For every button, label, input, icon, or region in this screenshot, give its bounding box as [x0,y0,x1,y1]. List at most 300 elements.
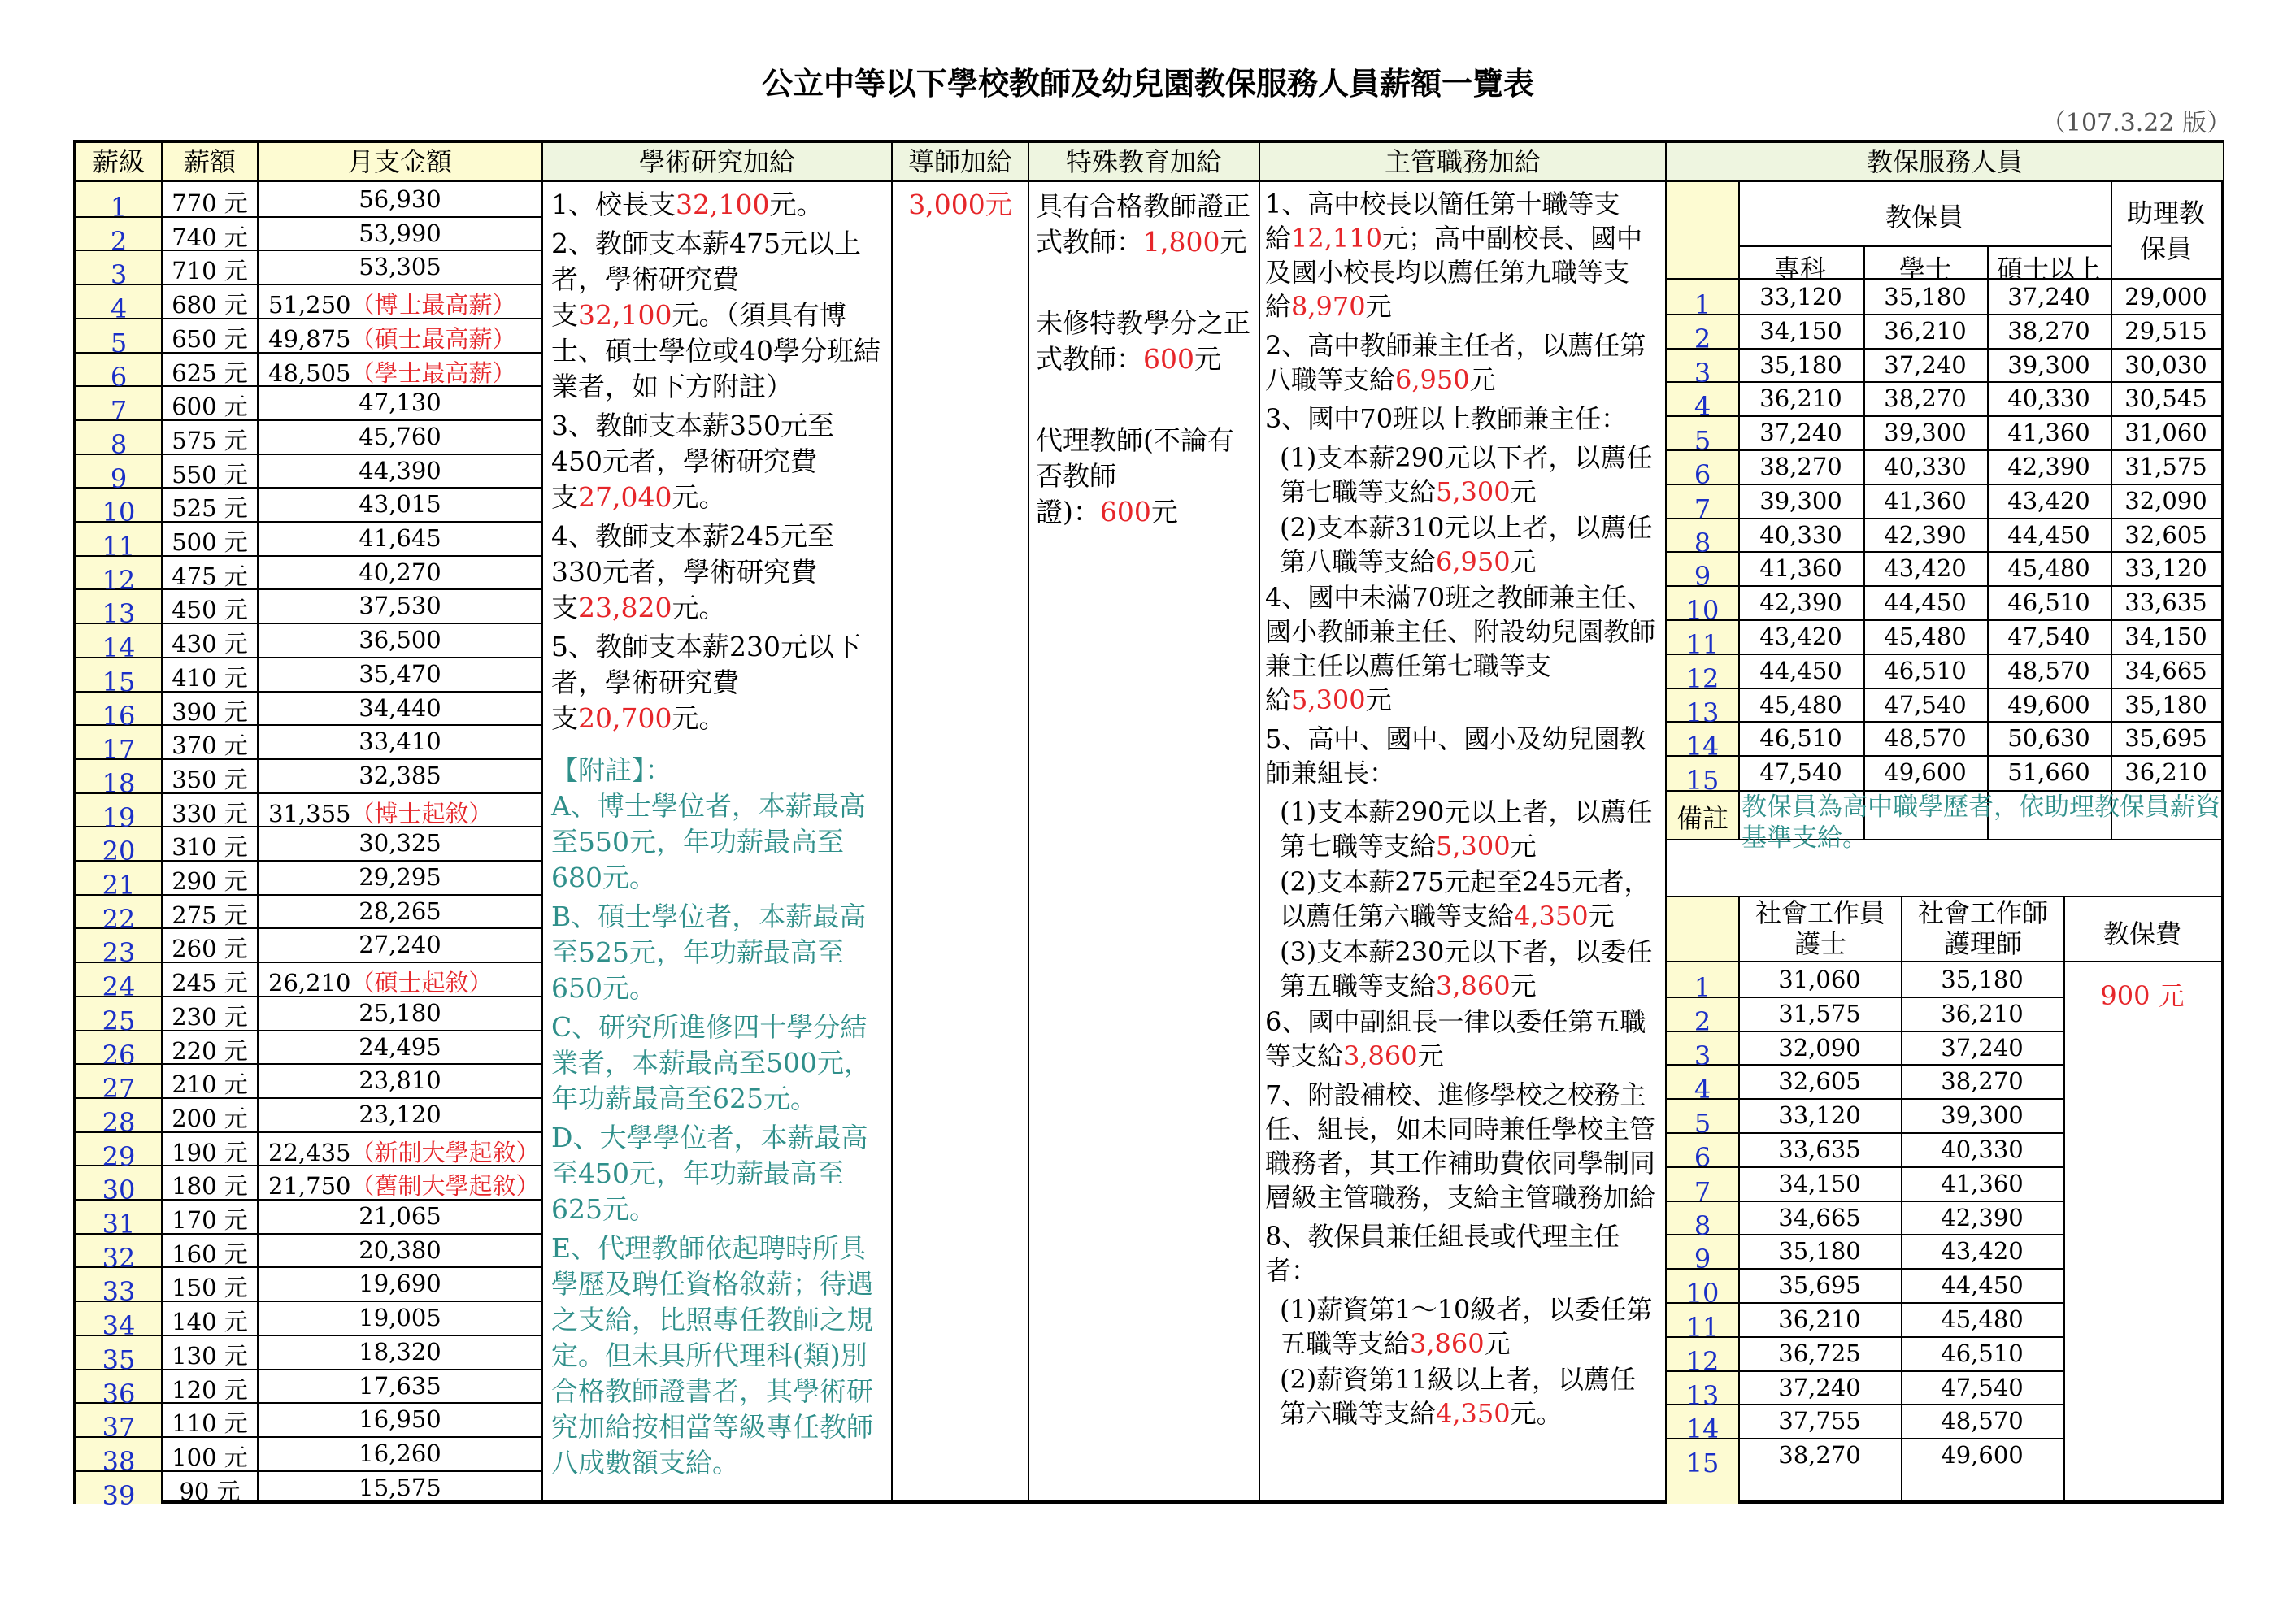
preschool-value: 33,120 [2124,554,2207,583]
salary-grade: 19 [102,801,136,833]
preschool-value: 36,210 [2124,758,2207,787]
social-value: 43,420 [1941,1237,2024,1266]
preschool-value: 44,450 [1759,656,1842,684]
social-grade: 10 [1685,1278,1720,1309]
salary-points: 130 元 [172,1341,248,1370]
salary-amount: 31,355 [268,799,351,827]
preschool-value: 40,330 [1759,520,1842,549]
preschool-value: 35,180 [2124,690,2207,719]
preschool-value: 44,450 [2007,520,2090,549]
preschool-value: 45,480 [1759,690,1842,719]
salary-grade: 10 [102,497,136,528]
salary-points: 190 元 [172,1138,248,1166]
header-special: 特殊教育加給 [1029,143,1259,180]
preschool-grade: 3 [1694,357,1711,389]
social-value: 35,180 [1941,966,2024,993]
salary-amount-cell [259,355,541,389]
salary-points: 310 元 [172,833,248,862]
salary-amount: 20,380 [359,1235,441,1264]
salary-note: （新制大學起敘） [350,1138,540,1166]
row-divider [1667,688,2221,689]
research-note: D、大學學位者，本薪最高至450元，年功薪最高至625元。 [551,1122,868,1225]
salary-grade: 34 [102,1310,136,1342]
salary-amount: 40,270 [359,558,441,586]
special-item-suffix: 元 [1194,343,1221,375]
salary-amount: 22,435 [268,1138,351,1166]
row-divider [1667,518,2221,519]
salary-points: 350 元 [172,765,248,793]
educator-header: 教保員 [1885,202,1963,232]
salary-amount: 35,470 [359,659,441,688]
social-value: 33,120 [1778,1101,1861,1130]
salary-amount: 17,635 [359,1371,441,1400]
supervisor-item-text: 6、國中副組長一律以委任第五職等支給 [1265,1006,1646,1071]
supervisor-item-text: 元 [1510,831,1537,862]
salary-amount: 36,500 [359,626,441,654]
social-value: 36,210 [1778,1305,1861,1333]
salary-points: 200 元 [172,1104,248,1132]
salary-amount: 51,250 [268,291,351,319]
supervisor-item [1265,722,1662,790]
supervisor-item [1265,795,1662,863]
salary-points: 410 元 [172,663,248,692]
salary-note: （舊制大學起敘） [350,1172,540,1201]
row-divider [1667,619,2221,621]
supervisor-item-amount: 8,970 [1291,291,1366,322]
salary-note: （博士最高薪） [350,291,516,319]
remark-label: 備註 [1676,803,1729,834]
salary-amount: 26,210 [268,969,351,997]
salary-amount-cell [259,1135,541,1168]
salary-table [73,140,2224,1511]
preschool-value: 46,510 [1884,656,1967,684]
salary-grade: 35 [102,1344,136,1375]
research-notes-title: 【附註】： [551,754,672,786]
research-item-text: 5、教師支本薪230元以下者，學術研究費支 [551,631,861,734]
preschool-value: 46,510 [2007,588,2090,617]
remark-text: 教保員為高中職學歷者，依助理教保員薪資基準支給。 [1742,792,2220,853]
supervisor-item-text: 元 [1417,1040,1444,1071]
preschool-value: 39,300 [1884,419,1967,447]
salary-grade: 21 [102,870,136,901]
preschool-value: 31,575 [2124,453,2207,480]
salary-grade: 14 [102,632,136,664]
social-value: 38,270 [1778,1441,1861,1470]
research-item-suffix: 元。 [672,592,726,623]
supervisor-item-amount: 3,860 [1410,1328,1485,1359]
salary-points: 625 元 [172,358,248,387]
preschool-value: 41,360 [2007,419,2090,447]
social-value: 35,695 [1778,1271,1861,1300]
supervisor-item [1265,865,1662,933]
supervisor-item-text: (2)薪資第11級以上者，以薦任第六職等支給 [1280,1364,1637,1429]
research-item-amount: 32,100 [578,299,672,331]
preschool-value: 39,300 [2007,350,2090,379]
social-grade: 2 [1694,1005,1711,1037]
salary-points: 370 元 [172,732,248,760]
social-grade: 14 [1685,1413,1720,1445]
fee-header: 教保費 [2102,918,2181,949]
research-item-suffix: 元。（須具有博士、碩士學位或40學分班結業者，如下方附註） [551,299,881,402]
supervisor-item [1265,1005,1662,1073]
salary-grade: 29 [102,1140,136,1172]
supervisor-item [1265,187,1662,323]
preschool-value: 33,120 [1759,283,1842,310]
row-divider [1667,585,2221,587]
preschool-subheader: 碩士以上 [1996,254,2101,284]
salary-grade: 2 [110,225,128,257]
supervisor-item-amount: 6,950 [1395,364,1470,395]
preschool-value: 30,545 [2124,384,2207,413]
salary-amount: 47,130 [359,389,441,417]
salary-grade: 6 [110,361,128,393]
supervisor-item [1265,328,1662,397]
social-grade: 9 [1694,1244,1711,1275]
salary-grade: 28 [102,1106,136,1138]
salary-points: 180 元 [172,1172,248,1201]
salary-points: 140 元 [172,1308,248,1336]
salary-amount: 37,530 [359,592,441,620]
salary-grade: 13 [102,598,136,630]
social-value: 45,480 [1941,1305,2024,1333]
preschool-subheader: 學士 [1898,254,1951,284]
special-item [1036,189,1254,260]
salary-points: 220 元 [172,1036,248,1065]
salary-grade: 12 [102,564,136,596]
research-item-suffix: 元。 [672,481,726,513]
social-value: 32,605 [1778,1067,1861,1096]
salary-note: （碩士最高薪） [350,324,516,353]
salary-grade: 22 [102,903,136,935]
salary-grade: 16 [102,700,136,732]
preschool-value: 43,420 [2007,486,2090,515]
preschool-value: 47,540 [2007,623,2090,650]
social-grade: 4 [1694,1074,1711,1105]
salary-amount: 21,750 [268,1172,351,1201]
salary-grade: 39 [102,1479,136,1511]
supervisor-item-text: 元 [1510,970,1537,1001]
salary-amount: 30,325 [359,829,441,858]
salary-amount: 16,260 [359,1439,441,1467]
preschool-value: 37,240 [1759,419,1842,447]
social-value: 36,725 [1778,1339,1861,1367]
social-grade: 7 [1694,1175,1711,1207]
column-divider [891,143,893,1500]
salary-grade: 9 [110,462,128,494]
supervisor-item-text: 元。 [1510,1398,1563,1429]
preschool-value: 37,240 [2007,283,2090,310]
salary-points: 100 元 [172,1443,248,1471]
salary-grade: 15 [102,666,136,697]
column-divider [541,143,543,1500]
supervisor-item-text: (1)薪資第1～10級者，以委任第五職等支給 [1280,1294,1653,1359]
preschool-value: 30,030 [2124,350,2207,379]
salary-grade: 31 [102,1209,136,1240]
preschool-grade: 13 [1685,697,1720,728]
social-header: 社會工作員護士 [1755,897,1885,959]
special-item-amount: 600 [1099,496,1151,528]
row-divider [1667,721,2221,723]
preschool-value: 34,665 [2124,656,2207,684]
research-item-text: 2、教師支本薪475元以上者，學術研究費支 [551,228,861,331]
column-divider [1028,143,1029,1500]
preschool-grade: 6 [1694,459,1711,490]
salary-amount-cell [259,287,541,320]
salary-amount: 33,410 [359,727,441,756]
social-value: 35,180 [1778,1237,1861,1266]
preschool-value: 40,330 [1884,453,1967,480]
salary-grade: 3 [110,259,128,291]
social-grade: 12 [1685,1345,1720,1377]
supervisor-item [1265,1219,1662,1287]
social-grade: 8 [1694,1209,1711,1241]
preschool-value: 34,150 [1759,316,1842,345]
preschool-value: 43,420 [1759,623,1842,650]
preschool-value: 42,390 [1759,588,1842,617]
research-note: A、博士學位者，本薪最高至550元，年功薪最高至680元。 [551,790,866,893]
salary-amount-cell [259,965,541,998]
social-grade: 15 [1685,1448,1720,1479]
salary-amount: 43,015 [359,490,441,519]
social-value: 34,665 [1778,1203,1861,1231]
salary-note: （學士最高薪） [350,358,516,387]
salary-amount-cell [259,321,541,354]
salary-points: 90 元 [179,1477,241,1505]
row-divider [1667,415,2221,417]
supervisor-item [1265,441,1662,509]
preschool-value: 44,450 [1884,588,1967,617]
salary-grade: 38 [102,1445,136,1477]
special-item [1036,423,1254,530]
salary-grade: 11 [102,531,136,562]
salary-points: 475 元 [172,562,248,590]
salary-points: 525 元 [172,494,248,523]
special-item-amount: 600 [1143,343,1194,375]
research-item-text: 1、校長支 [551,189,676,220]
salary-amount: 27,240 [359,931,441,959]
salary-grade: 1 [110,192,128,223]
preschool-value: 36,210 [1759,384,1842,413]
salary-amount: 23,810 [359,1066,441,1095]
preschool-value: 32,605 [2124,520,2207,549]
supervisor-item-text: 元 [1365,291,1392,322]
salary-grade: 7 [110,395,128,427]
research-item-amount: 20,700 [578,702,672,734]
salary-points: 770 元 [172,189,248,217]
salary-points: 210 元 [172,1070,248,1099]
special-item-amount: 1,800 [1143,226,1220,258]
salary-grade: 4 [110,293,128,325]
page-title: 公立中等以下學校教師及幼兒園教保服務人員薪額一覽表 [761,66,1534,102]
social-value: 32,090 [1778,1033,1861,1062]
supervisor-item [1265,1078,1662,1214]
row-divider [1667,755,2221,757]
supervisor-item-text: (1)支本薪290元以下者，以薦任第七職等支給 [1280,442,1653,507]
social-value: 48,570 [1941,1407,2024,1435]
salary-amount: 16,950 [359,1405,441,1434]
salary-points: 245 元 [172,969,248,997]
supervisor-item-text: 5、高中、國中、國小及幼兒園教師兼組長： [1265,723,1646,788]
salary-grade: 8 [110,428,128,460]
salary-points: 550 元 [172,460,248,489]
research-item [551,187,885,223]
row-divider [1667,348,2221,350]
social-grade: 5 [1694,1108,1711,1140]
preschool-grade: 1 [1694,289,1711,320]
supervisor-item-text: 元；高中副校長、國中及國小校長均以薦任第九職等支給 [1265,223,1642,322]
research-item-amount: 27,040 [578,481,672,513]
supervisor-item [1265,580,1662,717]
supervisor-block [1265,187,1662,1432]
social-value: 34,150 [1778,1169,1861,1197]
social-value: 36,210 [1941,999,2024,1027]
special-block [1036,189,1254,575]
preschool-value: 50,630 [2007,724,2090,753]
row-divider [1667,551,2221,553]
social-grade: 11 [1685,1312,1720,1343]
salary-grade: 20 [102,836,136,867]
social-value: 37,240 [1941,1033,2024,1062]
preschool-value: 33,635 [2124,588,2207,617]
social-value: 41,360 [1941,1169,2024,1197]
salary-points: 650 元 [172,324,248,353]
salary-points: 500 元 [172,528,248,556]
salary-amount: 41,645 [359,524,441,552]
salary-points: 120 元 [172,1375,248,1404]
preschool-grade: 10 [1685,595,1720,627]
salary-grade: 18 [102,767,136,799]
salary-grade: 32 [102,1242,136,1274]
supervisor-item [1265,1292,1662,1361]
supervisor-item-text: (3)支本薪230元以下者，以委任第五職等支給 [1280,936,1653,1001]
supervisor-item [1265,510,1662,579]
social-value: 31,060 [1778,966,1861,993]
header-monthly: 月支金額 [259,143,541,180]
salary-points: 150 元 [172,1274,248,1302]
supervisor-item-amount: 6,950 [1436,546,1511,577]
preschool-grade: 12 [1685,662,1720,694]
salary-points: 680 元 [172,291,248,319]
preschool-value: 49,600 [1884,758,1967,787]
salary-grade: 5 [110,327,128,358]
preschool-value: 37,240 [1884,350,1967,379]
social-value: 40,330 [1941,1135,2024,1163]
salary-points: 430 元 [172,630,248,658]
preschool-grade: 15 [1685,765,1720,797]
row-divider [1667,314,2221,315]
supervisor-item-text: 3、國中70班以上教師兼主任： [1265,403,1628,434]
supervisor-item-text: 元 [1469,364,1496,395]
social-grade: 6 [1694,1142,1711,1173]
research-item [551,226,885,405]
preschool-value: 42,390 [2007,453,2090,480]
preschool-value: 48,570 [1884,724,1967,753]
preschool-value: 31,060 [2124,419,2207,447]
salary-amount: 53,990 [359,219,441,247]
supervisor-item-text: 1、高中校長以簡任第十職等支給 [1265,189,1620,254]
header-preschool: 教保服務人員 [1667,143,2223,180]
salary-points: 160 元 [172,1240,248,1268]
research-note: B、碩士學位者，本薪最高至525元，年功薪最高至650元。 [551,901,867,1004]
special-item-text: 代理教師(不論有否教師證)： [1036,424,1234,528]
supervisor-item-amount: 12,110 [1291,223,1382,254]
preschool-value: 41,360 [1759,554,1842,583]
salary-amount: 44,390 [359,456,441,484]
salary-amount: 32,385 [359,761,441,789]
salary-points: 170 元 [172,1206,248,1234]
salary-amount: 19,005 [359,1304,441,1332]
salary-amount: 29,295 [359,863,441,891]
salary-grade: 26 [102,1039,136,1070]
social-value: 47,540 [1941,1373,2024,1401]
social-value: 31,575 [1778,999,1861,1027]
supervisor-item-text: 元 [1365,684,1392,715]
salary-amount: 34,440 [359,693,441,722]
preschool-value: 29,515 [2124,316,2207,345]
salary-grade: 24 [102,971,136,1003]
supervisor-item-amount: 5,300 [1291,684,1366,715]
salary-points: 600 元 [172,393,248,421]
salary-points: 450 元 [172,596,248,624]
preschool-value: 32,090 [2124,486,2207,515]
preschool-value: 42,390 [1884,520,1967,549]
research-item-suffix: 元。 [672,702,726,734]
preschool-value: 51,660 [2007,758,2090,787]
supervisor-item-text: (2)支本薪275元起至245元者，以薦任第六職等支給 [1280,866,1650,931]
preschool-value: 34,150 [2124,623,2207,650]
salary-points: 390 元 [172,697,248,726]
salary-grade: 33 [102,1276,136,1308]
header-divider [76,180,2221,182]
salary-grade: 30 [102,1175,136,1206]
social-value: 49,600 [1941,1441,2024,1470]
research-note: E、代理教師依起聘時所具學歷及聘任資格敘薪；待遇之支給，比照專任教師之規定。但未具所代理科(類)別合格教師證書者，其學術研究加給按相當等級專任教師八成數額支給。 [551,1232,873,1479]
preschool-value: 45,480 [1884,623,1967,650]
research-item-text: 3、教師支本薪350元至450元者，學術研究費支 [551,410,834,513]
preschool-grade: 7 [1694,493,1711,524]
supervisor-item [1265,1362,1662,1431]
preschool-value: 29,000 [2124,283,2207,310]
salary-note: （碩士起敘） [350,969,493,997]
mentor-amount: 3,000元 [908,189,1012,220]
research-item [551,519,885,626]
preschool-grade: 9 [1694,561,1711,593]
salary-amount: 28,265 [359,897,441,925]
research-item [551,408,885,515]
supervisor-item-text: 元 [1588,901,1615,931]
salary-amount: 18,320 [359,1337,441,1366]
preschool-value: 49,600 [2007,690,2090,719]
preschool-grade: 11 [1685,629,1720,660]
social-value: 39,300 [1941,1101,2024,1130]
salary-points: 290 元 [172,867,248,895]
salary-grade: 27 [102,1073,136,1105]
row-divider [1738,245,2111,247]
assistant-header: 助理教保員 [2126,198,2205,264]
social-grade: 1 [1694,972,1711,1003]
salary-amount: 15,575 [359,1473,441,1501]
supervisor-item-text: (1)支本薪290元以上者，以薦任第七職等支給 [1280,797,1653,862]
social-grade: 3 [1694,1040,1711,1071]
supervisor-item-text: 7、附設補校、進修學校之校務主任、組長，如未同時兼任學校主管職務者，其工作補助費依同學制同層級主管職務，支給主管職務加給 [1265,1079,1656,1213]
salary-note: （博士起敘） [350,799,493,827]
research-item-suffix: 元。 [769,189,824,220]
research-item-text: 4、教師支本薪245元至330元者，學術研究費支 [551,520,834,623]
social-grade: 13 [1685,1379,1720,1411]
salary-points: 275 元 [172,901,248,929]
preschool-grade: 5 [1694,425,1711,457]
preschool-value: 41,360 [1884,486,1967,515]
